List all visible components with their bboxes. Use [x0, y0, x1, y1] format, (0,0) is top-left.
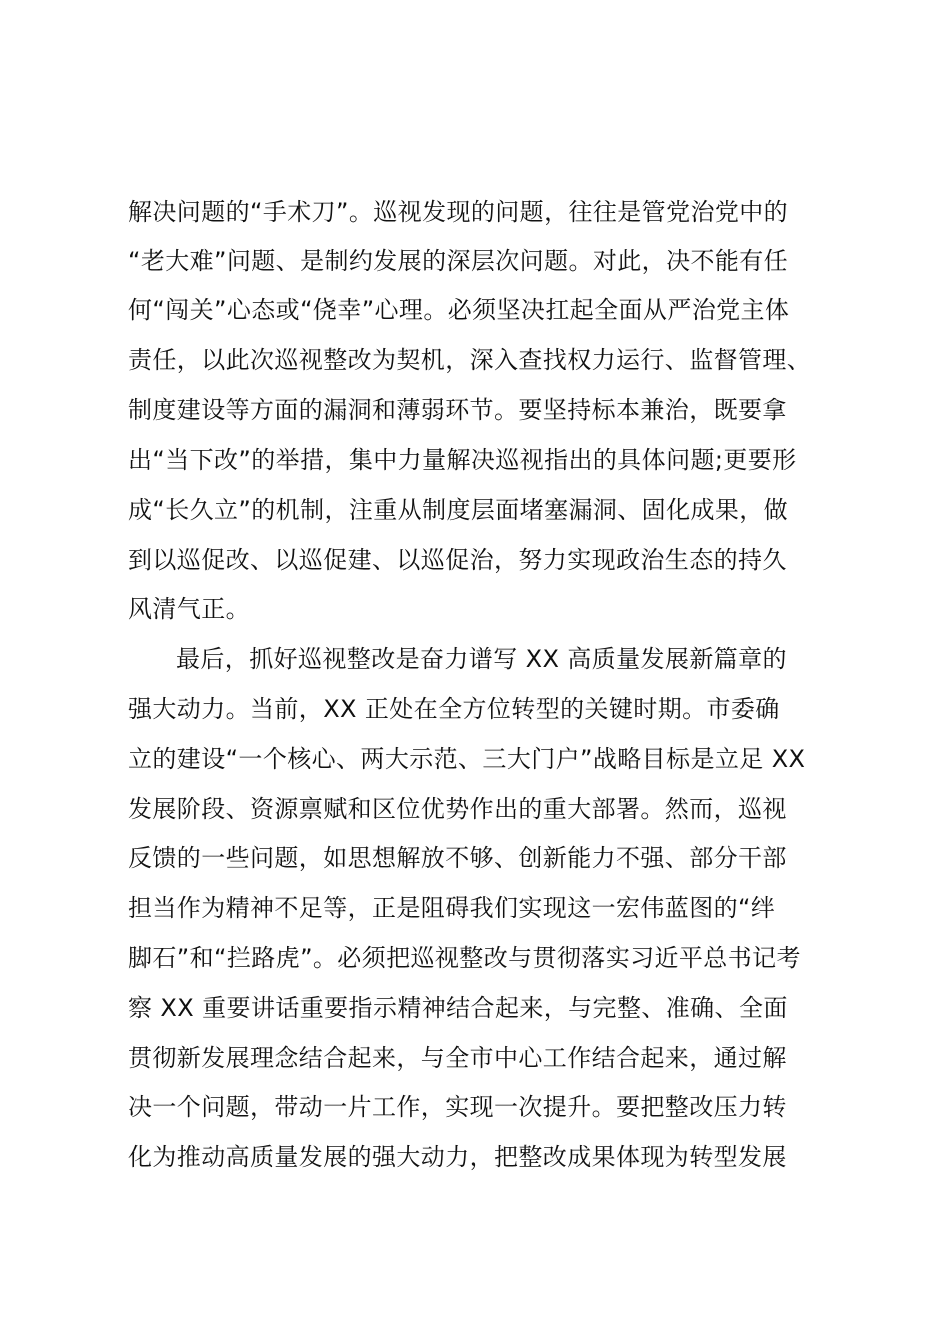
- text-line: 风清气正。: [128, 595, 250, 623]
- text-line: 贯彻新发展理念结合起来，与全市中心工作结合起来，通过解: [128, 1044, 787, 1072]
- text-line: 制度建设等方面的漏洞和薄弱环节。要坚持标本兼治，既要拿: [128, 396, 787, 424]
- text-line: “老大难”问题、是制约发展的深层次问题。对此，决不能有任: [128, 247, 789, 275]
- text-line: 反馈的一些问题，如思想解放不够、创新能力不强、部分干部: [128, 844, 787, 872]
- text-line: 成“长久立”的机制，注重从制度层面堵塞漏洞、固化成果，做: [128, 496, 789, 524]
- paragraph-start-line: 最后，抓好巡视整改是奋力谱写 XX 高质量发展新篇章的: [176, 645, 787, 673]
- text-line: 发展阶段、资源禀赋和区位优势作出的重大部署。然而，巡视: [128, 795, 787, 823]
- text-line: 解决问题的“手术刀”。巡视发现的问题，往往是管党治党中的: [128, 198, 789, 226]
- text-line: 出“当下改”的举措，集中力量解决巡视指出的具体问题;更要形: [128, 446, 797, 474]
- text-line: 脚石”和“拦路虎”。必须把巡视整改与贯彻落实习近平总书记考: [128, 944, 801, 972]
- text-line: 责任，以此次巡视整改为契机，深入查找权力运行、监督管理、: [128, 346, 812, 374]
- text-line: 到以巡促改、以巡促建、以巡促治，努力实现政治生态的持久: [128, 546, 787, 574]
- text-line: 决一个问题，带动一片工作，实现一次提升。要把整改压力转: [128, 1093, 787, 1121]
- text-line: 察 XX 重要讲话重要指示精神结合起来，与完整、准确、全面: [128, 994, 788, 1022]
- text-line: 何“闯关”心态或“侥幸”心理。必须坚决扛起全面从严治党主体: [128, 296, 790, 324]
- text-line: 化为推动高质量发展的强大动力，把整改成果体现为转型发展: [128, 1143, 787, 1171]
- text-line: 担当作为精神不足等，正是阻碍我们实现这一宏伟蓝图的“绊: [128, 894, 776, 922]
- text-line: 立的建设“一个核心、两大示范、三大门户”战略目标是立足 XX: [128, 745, 806, 773]
- text-line: 强大动力。当前，XX 正处在全方位转型的关键时期。市委确: [128, 695, 780, 723]
